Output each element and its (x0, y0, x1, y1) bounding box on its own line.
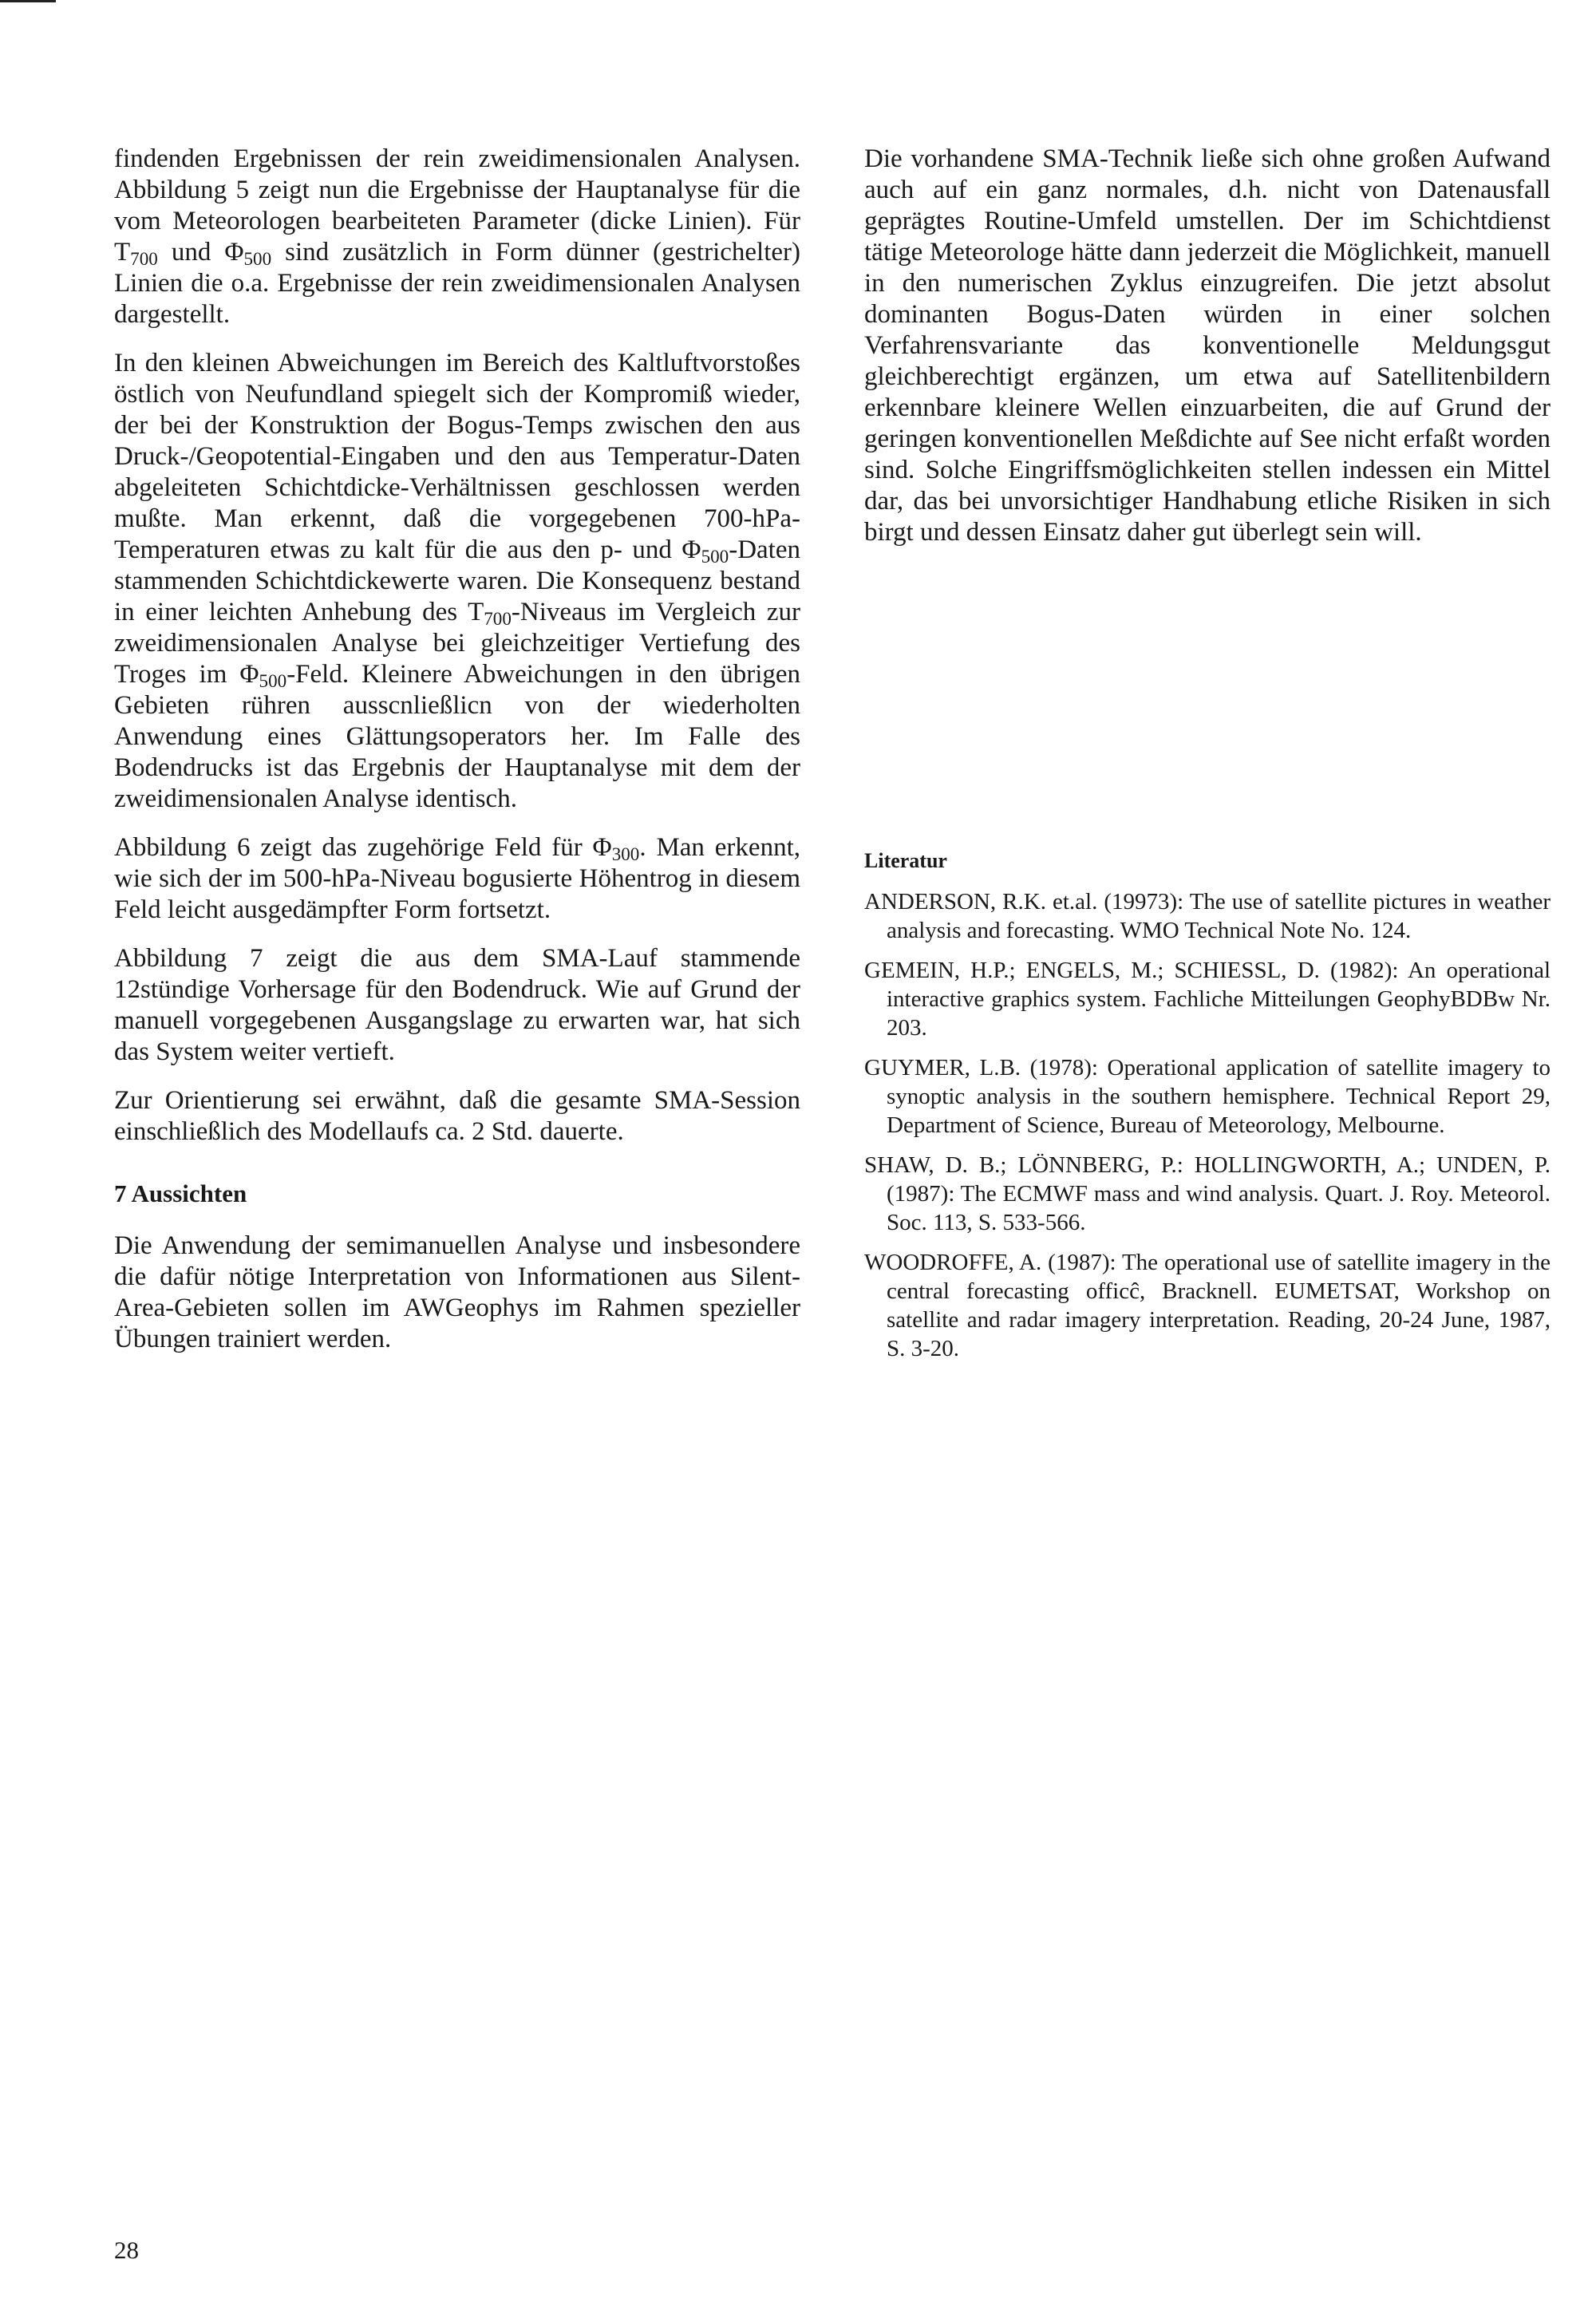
reference-item: WOODROFFE, A. (1987): The operational use of satellite imagery in the central forecasting officĉ, Bracknell. EUMETSAT, Workshop on satellite and radar imagery interpretation. Reading, 20-24 June, 1987, S. 3-20. (864, 1250, 1551, 1361)
left-paragraph-2: In den kleinen Abweichungen im Bereich des Kaltluftvorstoßes östlich von Neufundland spiegelt sich der Kompromiß wieder, der bei der Konstruktion der Bogus-Temps zwischen den aus Druck-/Geopotential-Eingaben und den aus Temperatur-Daten abgeleiteten Schichtdicke-Verhältnissen geschlossen werden mußte. Man erkennt, daß die vorgegebenen 700-hPa-Temperaturen etwas zu kalt für die aus den p- und $\Phi_{500}$-Daten stammenden Schichtdickewerte waren. Die Konsequenz bestand in einer leichten Anhebung des $T_{700}$-Niveaus im Vergleich zur zweidimensionalen Analyse bei gleichzeitiger Vertiefung des Troges im $\Phi_{500}$-Feld. Kleinere Abweichungen in den übrigen Gebieten rühren ausscnließlicn von der wiederholten Anwendung eines Glättungsoperators her. Im Falle des Bodendrucks ist das Ergebnis der Hauptanalyse mit dem der zweidimensionalen Analyse identisch. (114, 349, 801, 813)
column-gap (864, 566, 1551, 849)
left-paragraph-4: Abbildung 7 zeigt die aus dem SMA-Lauf stammende 12stündige Vorhersage für den Bodendruck. Wie auf Grund der manuell vorgegebenen Ausgangslage zu erwarten war, hat sich das System weiter vertieft. (114, 944, 800, 1066)
section-heading: 7 Aussichten (114, 1179, 247, 1207)
left-paragraph-5: Zur Orientierung sei erwähnt, daß die gesamte SMA-Session einschließlich des Modellaufs ca. 2 Std. dauerte. (114, 1086, 800, 1146)
left-paragraph-1: findenden Ergebnissen der rein zweidimensionalen Analysen. Abbildung 5 zeigt nun die Ergebnisse der Hauptanalyse für die vom Meteorologen bearbeiteten Parameter (dicke Linien). Für $T_{700}$ und $\Phi_{500}$ sind zusätzlich in Form dünner (gestrichelter) Linien die o.a. Ergebnisse der rein zweidimensionalen Analysen dargestellt. (114, 144, 801, 329)
right-column (864, 144, 1551, 1374)
literature-heading: Literatur (864, 849, 947, 872)
right-paragraph-1: Die vorhandene SMA-Technik ließe sich ohne großen Aufwand auch auf ein ganz normales, d.h. nicht von Datenausfall geprägtes Routine-Umfeld umstellen. Der im Schichtdienst tätige Meteorologe hätte dann jederzeit die Möglichkeit, manuell in den numerischen Zyklus einzugreifen. Die jetzt absolut dominanten Bogus-Daten würden in einer solchen Verfahrensvariante das konventionelle Meldungsgut gleichberechtigt ergänzen, um etwa auf Satellitenbildern erkennbare kleinere Wellen einzuarbeiten, die auf Grund der geringen konventionellen Meßdichte auf See nicht erfaßt worden sind. Solche Eingriffsmöglichkeiten stellen indessen ein Mittel dar, das bei unvorsichtiger Handhabung etliche Risiken in sich birgt und dessen Einsatz daher gut überlegt sein will. (864, 144, 1551, 547)
left-column (114, 144, 800, 1373)
page-number: 28 (114, 2236, 139, 2264)
reference-item: GUYMER, L.B. (1978): Operational application of satellite imagery to synoptic analysis in the southern hemisphere. Technical Report 29, Department of Science, Bureau of Meteorology, Melbourne. (864, 1055, 1551, 1138)
reference-item: GEMEIN, H.P.; ENGELS, M.; SCHIESSL, D. (1982): An operational interactive graphics system. Fachliche Mitteilungen GeophyBDBw Nr. 203. (864, 958, 1551, 1041)
reference-item: ANDERSON, R.K. et.al. (19973): The use of satellite pictures in weather analysis and forecasting. WMO Technical Note No. 124. (864, 889, 1551, 943)
left-paragraph-6: Die Anwendung der semimanuellen Analyse und insbesondere die dafür nötige Interpretation von Informationen aus Silent-Area-Gebieten sollen im AWGeophys im Rahmen spezieller Übungen trainiert werden. (114, 1231, 800, 1353)
corner-rule (0, 0, 56, 2)
left-paragraph-3: Abbildung 6 zeigt das zugehörige Feld für $\Phi_{300}$. Man erkennt, wie sich der im 500-hPa-Niveau bogusierte Höhentrog in diesem Feld leicht ausgedämpfter Form fortsetzt. (114, 833, 800, 924)
reference-item: SHAW, D. B.; LÖNNBERG, P.: HOLLINGWORTH, A.; UNDEN, P. (1987): The ECMWF mass and wind analysis. Quart. J. Roy. Meteorol. Soc. 113, S. 533-566. (864, 1152, 1551, 1235)
reference-list (864, 887, 1551, 1363)
